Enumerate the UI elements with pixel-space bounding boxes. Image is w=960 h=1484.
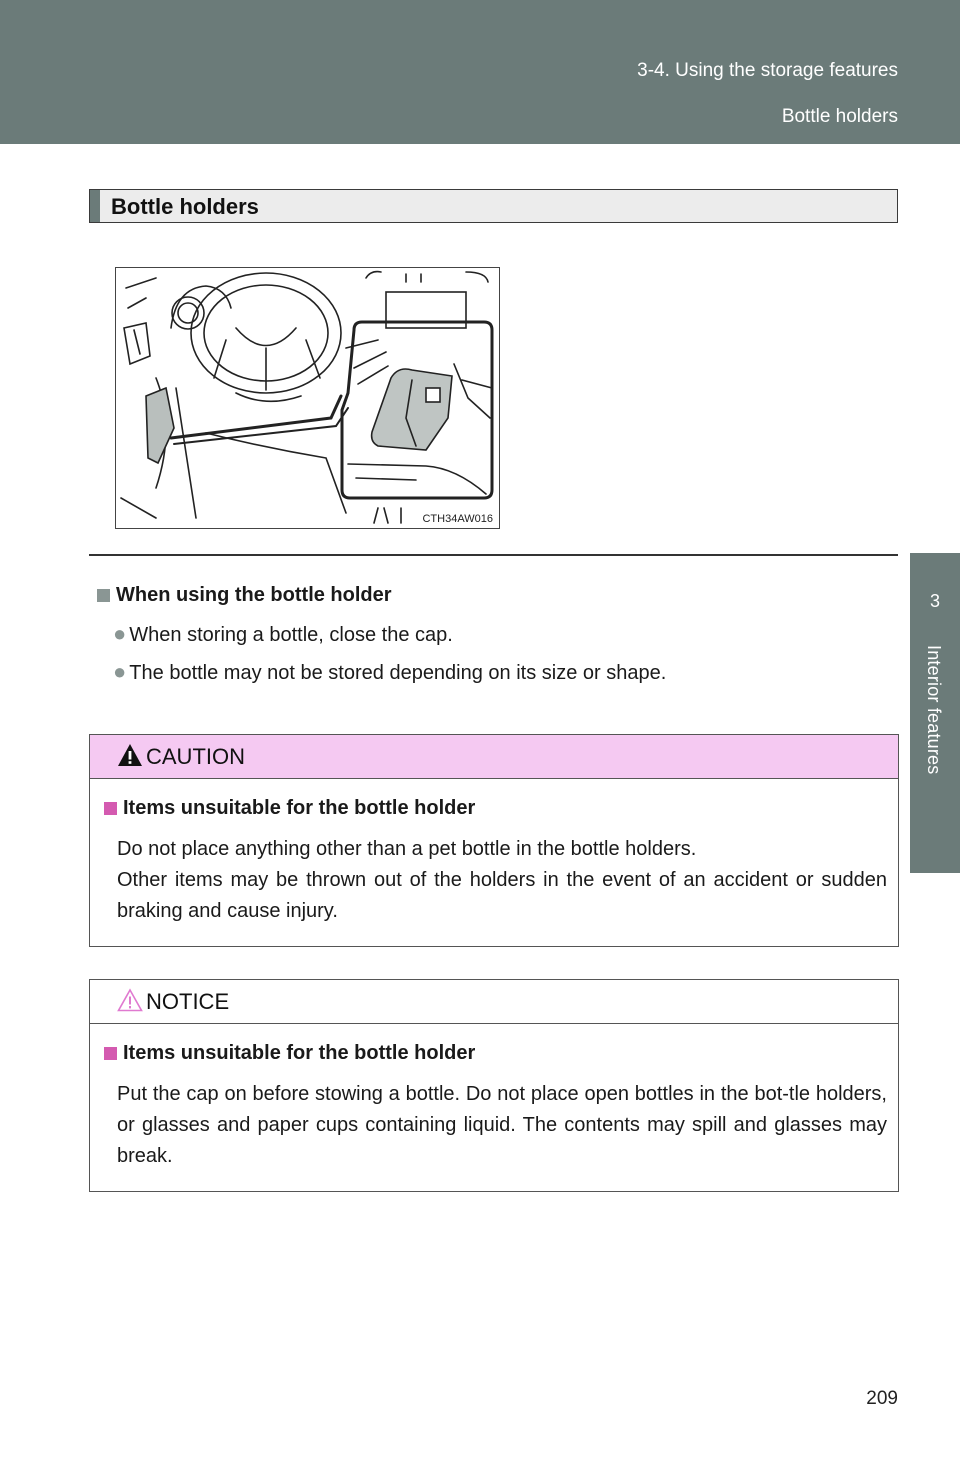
section-accent xyxy=(90,190,100,222)
section-title-bar xyxy=(89,189,898,223)
caution-heading xyxy=(104,797,475,820)
caution-body xyxy=(117,834,887,927)
caution-label: CAUTION xyxy=(146,744,245,769)
square-bullet-icon xyxy=(104,802,117,815)
page-number: 209 xyxy=(866,1388,898,1409)
notice-header xyxy=(90,980,898,1024)
note-item-text: When storing a bottle, close the cap. xyxy=(129,624,453,646)
header-chapter-section: 3-4. Using the storage features xyxy=(637,60,898,81)
note-heading xyxy=(97,584,392,607)
notice-heading xyxy=(104,1042,475,1065)
caution-paragraph: Do not place anything other than a pet bottle in the bottle holders. xyxy=(117,838,697,860)
caution-paragraph: Other items may be thrown out of the holders in the event of an accident or sudden braking and cause injury. xyxy=(117,869,887,922)
note-item xyxy=(113,621,453,647)
figure-code: CTH34AW016 xyxy=(422,513,493,525)
circle-bullet-icon: ● xyxy=(113,621,127,646)
dashboard-drawing xyxy=(116,268,500,529)
chapter-label: Interior features xyxy=(924,645,944,775)
warning-triangle-icon xyxy=(117,743,143,767)
note-heading-text: When using the bottle holder xyxy=(116,584,392,606)
header-topic: Bottle holders xyxy=(781,106,898,127)
caution-heading-text: Items unsuitable for the bottle holder xyxy=(123,797,476,819)
notice-heading-text: Items unsuitable for the bottle holder xyxy=(123,1042,476,1064)
bottle-holder-illustration xyxy=(115,267,500,529)
caution-header xyxy=(90,735,898,779)
notice-label: NOTICE xyxy=(146,989,230,1014)
circle-bullet-icon: ● xyxy=(113,659,127,684)
notice-body xyxy=(117,1079,887,1172)
caution-box xyxy=(89,734,899,947)
warning-triangle-outline-icon xyxy=(117,988,143,1012)
note-item-text: The bottle may not be stored depending on its size or shape. xyxy=(129,662,667,684)
note-item xyxy=(113,659,666,685)
chapter-number: 3 xyxy=(929,591,940,611)
section-title: Bottle holders xyxy=(111,194,259,219)
square-bullet-icon xyxy=(97,589,110,602)
notice-paragraph: Put the cap on before stowing a bottle. Do not place open bottles in the bot-tle holders, or glasses and paper cups containing liquid. The contents may spill and glasses may break. xyxy=(117,1083,887,1167)
page-header xyxy=(0,0,960,144)
square-bullet-icon xyxy=(104,1047,117,1060)
chapter-side-tab xyxy=(910,553,960,873)
notice-box xyxy=(89,979,899,1192)
section-divider xyxy=(89,554,898,556)
